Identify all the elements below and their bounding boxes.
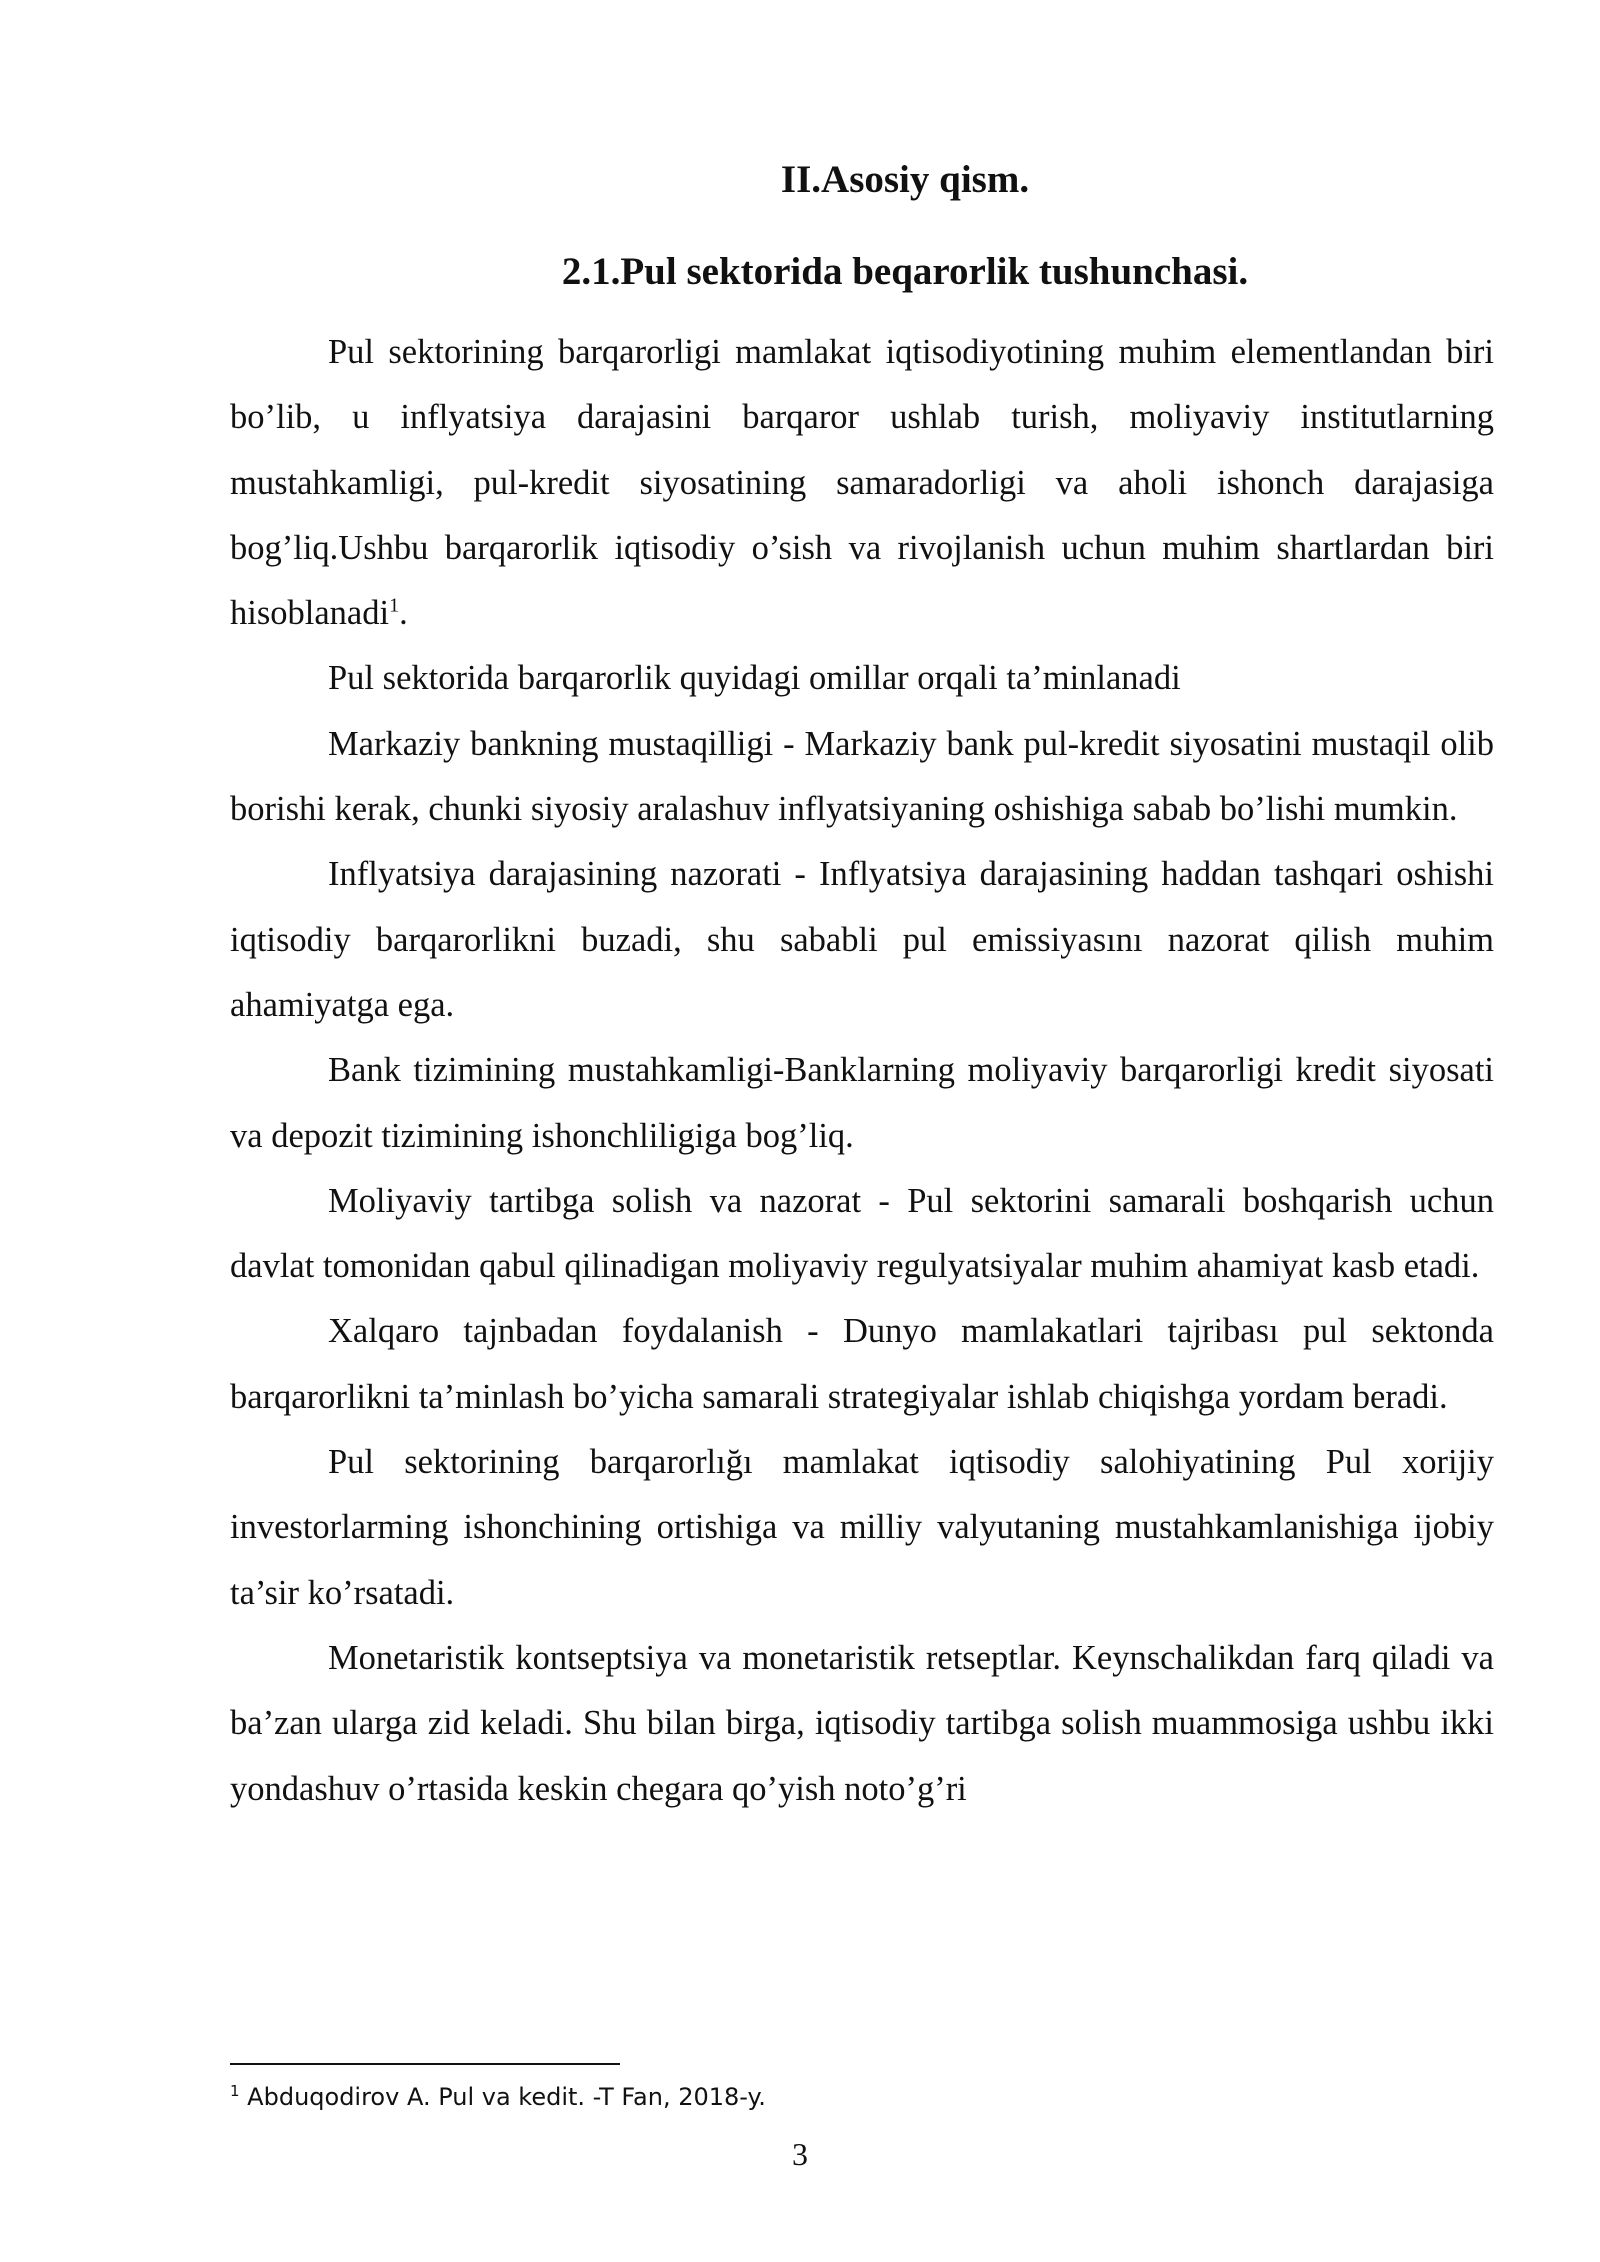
paragraph-7: Xalqaro tajnbadan foydalanish - Dunyo mamlakatlari tajribası pul sektonda barqarorlikni ta’minlash bo’yicha samarali strategiyalar ishlab chiqishga yordam beradi. bbox=[230, 1312, 1494, 1416]
paragraph-5: Bank tizimining mustahkamligi-Banklarning moliyaviy barqarorligi kredit siyosati va depozit tizimining ishonchliligiga bog’liq. bbox=[230, 1051, 1494, 1155]
footnote-separator bbox=[230, 2063, 620, 2065]
paragraph-8: Pul sektorining barqarorlığı mamlakat iqtisodiy salohiyatining Pul xorijiy investorlarming ishonchining ortishiga va milliy valyutaning mustahkamlanishiga ijobiy ta’sir ko’rsatadi. bbox=[230, 1443, 1494, 1612]
footnote-reference: 1 bbox=[389, 594, 400, 617]
paragraph-1: Pul sektorining barqarorligi mamlakat iqtisodiyotining muhim elementlandan biri bo’lib, u inflyatsiya darajasini barqaror ushlab turish, moliyaviy institutlarning mustahkamligi, pul-kredit siyosatining samaradorligi va aholi ishonch darajasiga bog’liq.Ushbu barqarorlik iqtisodiy o’sish va rivojlanish uchun muhim shartlardan biri hisoblanadi$^1$. bbox=[230, 333, 1494, 633]
footnote-marker: 1 bbox=[230, 2082, 240, 2100]
section-title: 2.1.Pul sektorida beqarorlik tushunchasi. bbox=[561, 250, 1249, 293]
footnote bbox=[230, 2080, 1430, 2114]
footnote-text: Abduqodirov A. Pul va kedit. -T Fan, 2018-y. bbox=[239, 2083, 766, 2111]
paragraph-9: Monetaristik kontseptsiya va monetaristik retseptlar. Keynschalikdan farq qiladi va ba’zan ularga zid keladi. Shu bilan birga, iqtisodiy tartibga solish muammosiga ushbu ikki yondashuv o’rtasida keskin chegara qo’yish noto’g’ri bbox=[230, 1638, 1494, 1808]
paragraph-3: Markaziy bankning mustaqilligi - Markaziy bank pul-kredit siyosatini mustaqil olib borishi kerak, chunki siyosiy aralashuv inflyatsiyaning oshishiga sabab bo’lishi mumkin. bbox=[230, 724, 1494, 829]
paragraph-4: Inflyatsiya darajasining nazorati - Inflyatsiya darajasining haddan tashqari oshishi iqtisodiy barqarorlikni buzadi, shu sababli pul emissiyasını nazorat qilish muhim ahamiyatga ega. bbox=[230, 855, 1494, 1024]
paragraph-2: Pul sektorida barqarorlik quyidagi omillar orqali ta’minlanadi bbox=[328, 659, 1181, 698]
paragraph-6: Moliyaviy tartibga solish va nazorat - Pul sektorini samarali boshqarish uchun davlat tomonidan qabul qilinadigan moliyaviy regulyatsiyalar muhim ahamiyat kasb etadi. bbox=[230, 1181, 1494, 1286]
body-text bbox=[230, 320, 1494, 1822]
chapter-title: II.Asosiy qism. bbox=[780, 158, 1030, 201]
page-number: 3 bbox=[792, 2136, 808, 2172]
